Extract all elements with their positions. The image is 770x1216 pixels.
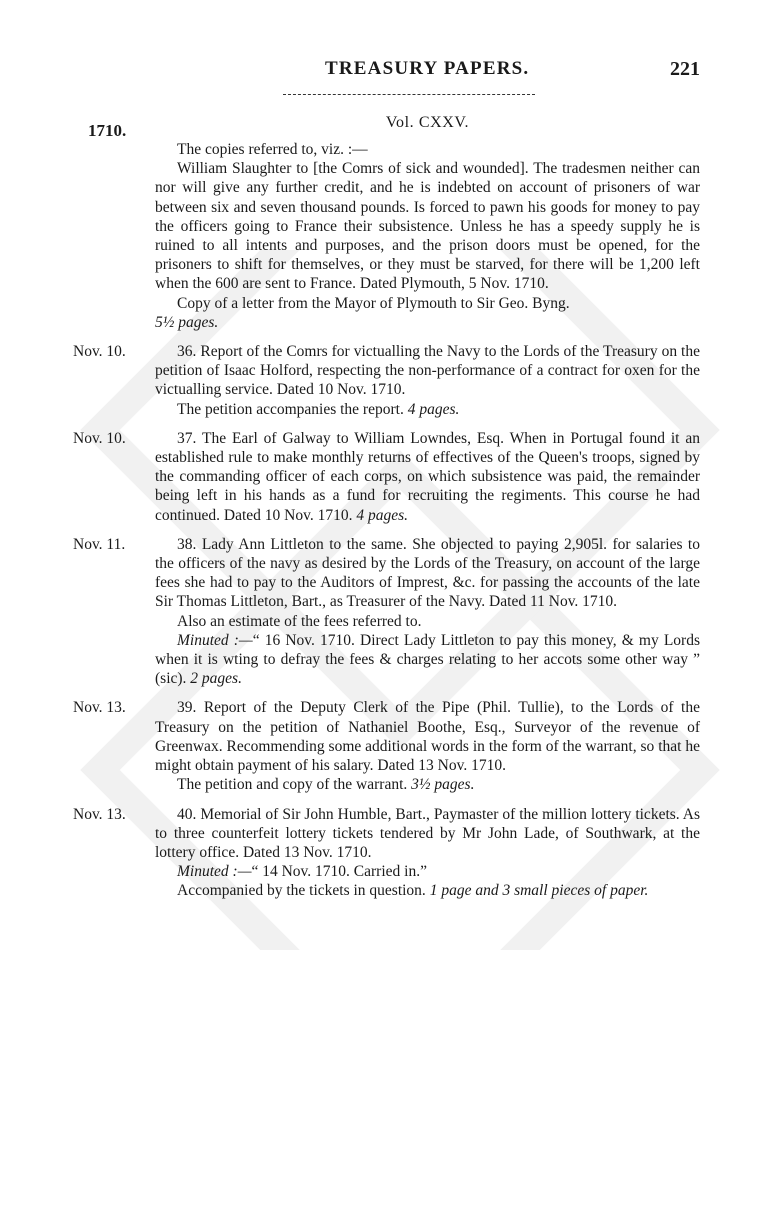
entry-text: 39. Report of the Deputy Clerk of the Pipe (Phil. Tullie), to the Lords of the Treasury on the petition of Nathaniel Boothe, Esq., Surveyor of the revenue of Greenwax. Recommending some additional words in the form of the warrant, so that he might obtain payment of his salary. Dated 13 Nov. 1710. [155,699,700,775]
entry-pages: 4 pages. [407,400,460,418]
entry-38 [73,535,700,689]
entry-extra: The petition and copy of the warrant. 3½ pages. [177,776,475,794]
entry-minute: Minuted :—“ 16 Nov. 1710. Direct Lady Littleton to pay this money, & my Lords when it is wting to defray the fees & charges relating to her accots some other way ” (sic). 2 pages. [155,631,700,688]
entry-text: 40. Memorial of Sir John Humble, Bart., Paymaster of the million lottery tickets. As to three counterfeit lottery tickets tendered by Mr John Lade, of Southwark, at the lottery office. Dated 13 Nov. 1710. [155,805,700,861]
entry-36 [73,342,700,419]
entry-date: Nov. 13. [73,805,126,823]
entry-37 [73,429,700,525]
entry-text: 38. Lady Ann Littleton to the same. She objected to paying 2,905l. for salaries to the officers of the navy as desired by the Lords of the Treasury, on account of the large fees she had to pay to the Auditors of Imprest, &c. for passing the accounts of the late Sir Thomas Littleton, Bart., as Treasurer of the Navy. Dated 11 Nov. 1710. [155,535,700,611]
entry-minute: Minuted :—“ 14 Nov. 1710. Carried in.” [177,863,427,881]
entry-39 [73,698,700,794]
intro-pages: 5½ pages. [155,313,219,331]
entry-pages: 4 pages. [356,506,408,524]
intro-line: The copies referred to, viz. :— [177,141,368,158]
entry-date: Nov. 10. [73,343,126,361]
entry-text: 36. Report of the Comrs for victualling the Navy to the Lords of the Treasury on the petition of Isaac Holford, respecting the non-performance of a contract for oxen for the victualling service. Dated 10 Nov. 1710. [155,343,700,399]
year-margin-note: 1710. [88,121,127,140]
entry-pages: 3½ pages. [411,776,475,794]
intro-copy: Copy of a letter from the Mayor of Plymouth to Sir Geo. Byng. 5½ pages. [155,294,570,331]
intro-block [155,140,700,332]
page-title: TREASURY PAPERS. [325,58,530,79]
entry-extra: Also an estimate of the fees referred to. [177,612,422,630]
entry-date: Nov. 11. [73,535,126,553]
entry-text: 37. The Earl of Galway to William Lowndes, Esq. When in Portugal found it an established rule to make monthly returns of effectives of the Queen's troops, signed by the commanding officer of each corps, on which subsistence was paid, the remainder being left in his hands as a fund for recruiting the regiments. This course he had continued. Dated 10 Nov. 1710. 4 pages. [155,429,700,524]
entry-pages: 1 page and 3 small pieces of paper. [429,882,649,900]
running-head [155,58,700,88]
intro-letter: William Slaughter to [the Comrs of sick and wounded]. The tradesmen neither can nor will give any further credit, and he is indebted on account of prisoners of war between six and seven thousand pounds. Is forced to pawn his goods for money to pay the officers going to France their subsistence. Unless he has a speedy supply he is ruined to all intents and purposes, and the prison doors must be opened, for the prisoners to shift for themselves, or they must be starved, for there will be 1,200 left when the 600 are sent to France. Dated Plymouth, 5 Nov. 1710. [155,160,700,293]
header-rule [283,94,535,95]
volume-heading: Vol. CXXV. [385,114,470,131]
entry-extra: Accompanied by the tickets in question. 1 page and 3 small pieces of paper. [177,882,649,900]
entry-pages: 2 pages. [190,670,242,688]
entry-date: Nov. 13. [73,699,126,717]
document-body [73,140,700,901]
entry-date: Nov. 10. [73,429,126,447]
entry-extra: The petition accompanies the report. 4 pages. [177,400,460,418]
entry-40 [73,805,700,901]
page-number: 221 [670,58,700,80]
